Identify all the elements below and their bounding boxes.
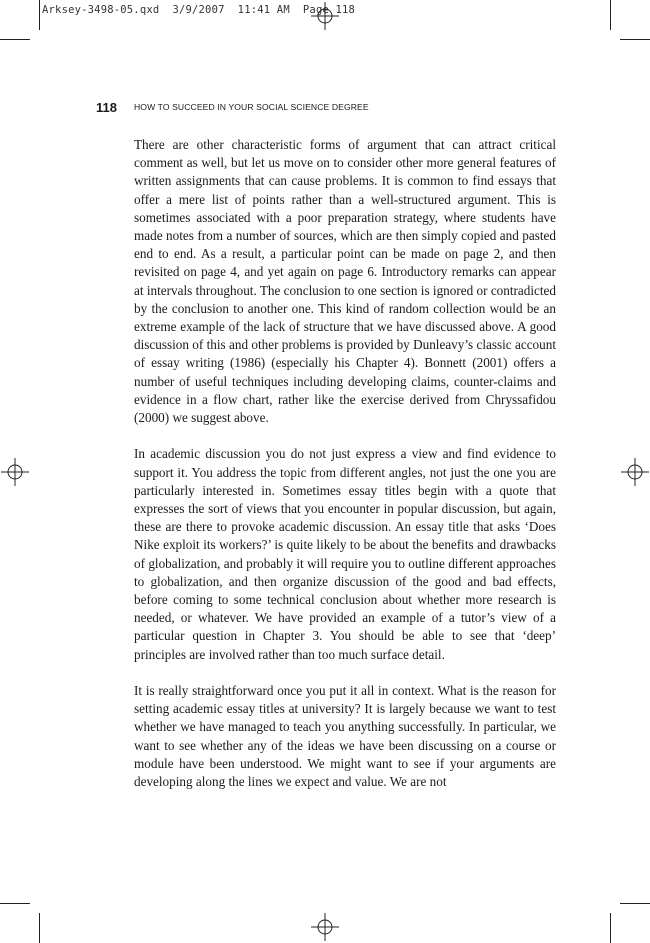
crop-mark-top-left-horizontal (0, 39, 30, 40)
registration-mark-bottom-icon (311, 913, 339, 941)
paragraph: In academic discussion you do not just express a view and find evidence to support it. You address the topic from different angles, not just the one you are particularly interested in. Sometimes essay titles begin with a quote that expresses the sort of views that you encounter in popular discussion, but again, these are there to provoke academic discussion. An essay title that asks ‘Does Nike exploit its workers?’ is quite likely to be about the benefits and drawbacks of globalization, and probably it will require you to outline different approaches to globalization, and then organize discussion of the good and bad effects, before coming to some technical conclusion about whether more research is needed, or whatever. We have provided an example of a tutor’s view of a particular question in Chapter 3. You should be able to see that ‘deep’ principles are involved rather than too much surface detail. (134, 446, 556, 662)
crop-mark-bottom-right-horizontal (620, 903, 650, 904)
crop-mark-bottom-left-horizontal (0, 903, 30, 904)
slug-time: 11:41 AM (237, 4, 290, 16)
slug-date: 3/9/2007 (172, 4, 225, 16)
crop-mark-bottom-left-vertical (39, 913, 40, 943)
running-head: HOW TO SUCCEED IN YOUR SOCIAL SCIENCE DEGREE (134, 102, 369, 112)
crop-mark-bottom-right-vertical (610, 913, 611, 943)
crop-mark-top-right-vertical (610, 0, 611, 30)
slug-file: Arksey-3498-05.qxd (42, 4, 160, 16)
paragraph: There are other characteristic forms of argument that can attract critical comment as well, but let us move on to consider other more general features of written assignments that can cause problems. It is common to find essays that offer a mere list of points rather than a well-structured argument. This is sometimes associated with a poor preparation strategy, where students have made notes from a number of sources, which are then simply copied and pasted end to end. As a result, a particular point can be made on page 2, and then revisited on page 4, and yet again on page 6. Introductory remarks can appear at intervals throughout. The conclusion to one section is ignored or contradicted by the conclusion to another one. This kind of random collection would be an extreme example of the lack of structure that we have discussed above. A good discussion of this and other problems is provided by Dunleavy’s classic account of essay writing (1986) (especially his Chapter 4). Bonnett (2001) offers a number of useful techniques including developing claims, counter-claims and evidence in a flow chart, rather like the exercise derived from Chryssafidou (2000) we suggest above. (134, 137, 556, 426)
body-text (134, 136, 556, 809)
registration-mark-left-icon (1, 458, 29, 486)
printer-slug (42, 4, 355, 16)
slug-page: Page 118 (302, 4, 356, 16)
registration-mark-top-icon (311, 2, 339, 30)
crop-mark-top-right-horizontal (620, 39, 650, 40)
registration-mark-right-icon (621, 458, 649, 486)
paragraph: It is really straightforward once you put it all in context. What is the reason for setting academic essay titles at university? It is largely because we want to test whether we have managed to teach you anything successfully. In particular, we want to see whether any of the ideas we have been discussing on a course or module have been understood. We might want to see if your arguments are developing along the lines we expect and value. We are not (134, 683, 556, 790)
crop-mark-top-left-vertical (39, 0, 40, 30)
page-number: 118 (96, 100, 117, 115)
